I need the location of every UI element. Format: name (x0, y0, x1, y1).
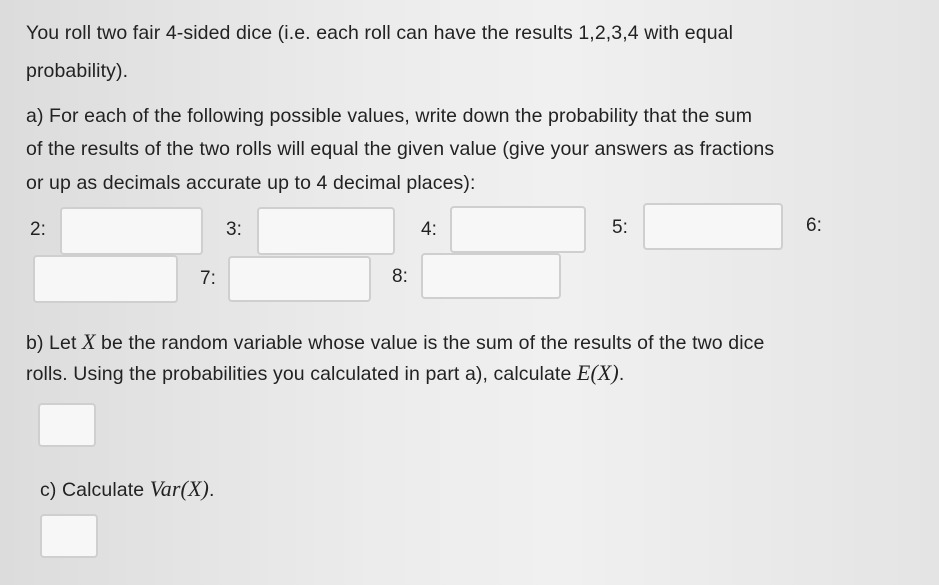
label-sum-2: 2: (30, 219, 46, 240)
math-expectation: E(X) (576, 360, 619, 385)
part-c-text-pre: c) Calculate (40, 479, 150, 501)
part-a-line-2: of the results of the two rolls will equal the given value (give your answers as fractions (26, 138, 775, 160)
answer-input-sum-3[interactable] (257, 207, 395, 255)
intro-line-2: probability). (26, 60, 129, 82)
answer-input-sum-7[interactable] (228, 256, 371, 302)
part-a-line-1: a) For each of the following possible values, write down the probability that the sum (26, 105, 753, 127)
intro-line-1: You roll two fair 4-sided dice (i.e. each roll can have the results 1,2,3,4 with equal (26, 22, 734, 44)
answer-input-variance[interactable] (40, 514, 98, 558)
part-b-line-2 (26, 360, 624, 386)
answer-input-sum-8[interactable] (421, 253, 561, 299)
answer-input-sum-6[interactable] (33, 255, 178, 303)
part-b-text-pre: b) Let (26, 332, 82, 354)
answer-input-sum-2[interactable] (60, 207, 203, 255)
part-b-line-2-pre: rolls. Using the probabilities you calculated in part a), calculate (26, 363, 577, 385)
label-sum-6: 6: (806, 215, 822, 236)
label-sum-3: 3: (226, 219, 242, 240)
part-c-text-post: . (208, 479, 215, 501)
label-sum-4: 4: (421, 219, 437, 240)
part-b-line-1 (26, 329, 764, 355)
part-a-line-3: or up as decimals accurate up to 4 decimal places): (26, 172, 476, 194)
math-variable-x: X (81, 329, 96, 354)
label-sum-8: 8: (392, 266, 408, 287)
label-sum-7: 7: (200, 268, 216, 289)
answer-input-sum-4[interactable] (450, 206, 586, 253)
answer-input-sum-5[interactable] (643, 203, 783, 250)
label-sum-5: 5: (612, 217, 628, 238)
part-b-line-2-post: . (618, 363, 625, 385)
math-variance: Var(X) (149, 476, 209, 501)
answer-input-expectation[interactable] (38, 403, 96, 447)
part-b-text-post: be the random variable whose value is the sum of the results of the two dice (95, 332, 765, 354)
part-c-line (40, 476, 214, 502)
